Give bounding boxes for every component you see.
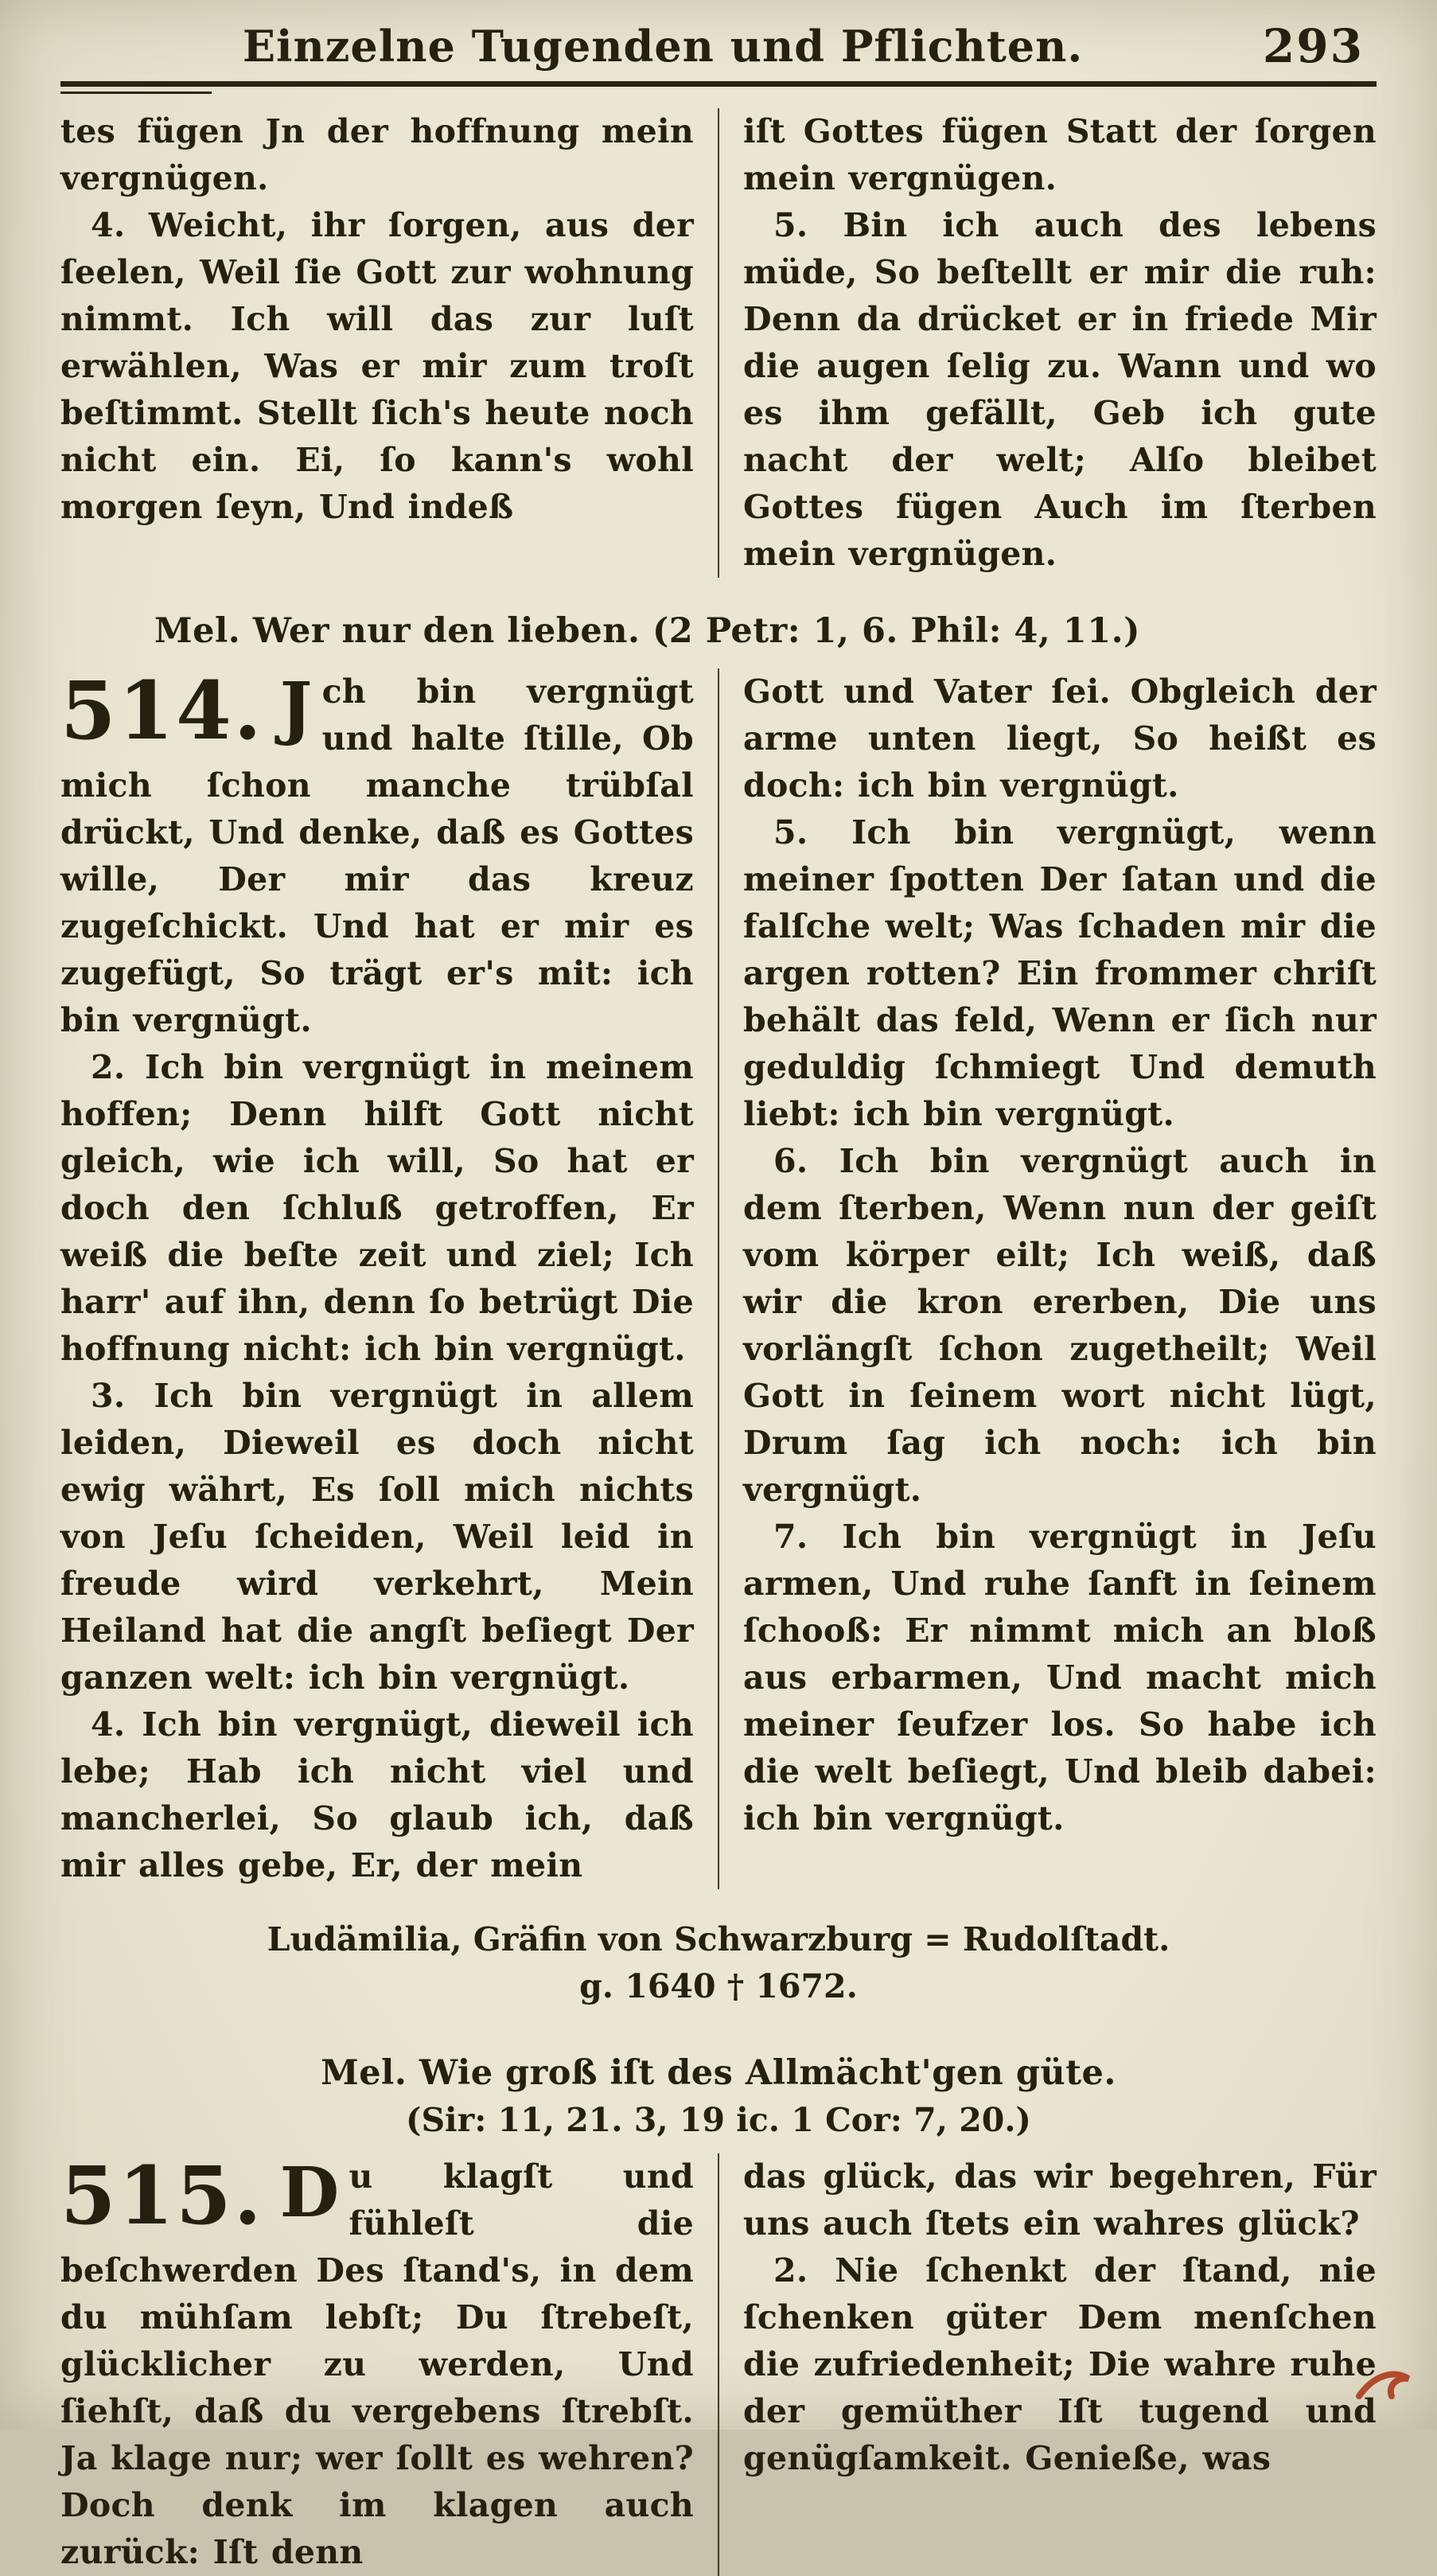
verse-4-continuation-text: Gott und Vater ſei. Obgleich der arme unten liegt, So heißt es doch: ich bin vergnügt. — [743, 672, 1377, 805]
column-divider — [718, 668, 719, 1889]
verse-1-text: ch bin vergnügt und halte ſtille, Ob mich ſchon manche trübſal drückt, Und denke, daß es Gottes wille, Der mir das kreuz zugeſchickt. Und hat er mir es zugefügt, So trägt er's mit: ich bin vergnügt. — [60, 672, 694, 1039]
page-number: 293 — [1262, 19, 1364, 73]
header-rule-secondary — [60, 92, 212, 94]
verse-3-text: 3. Ich bin vergnügt in allem leiden, Dieweil es doch nicht ewig währt, Es ſoll mich nichts von Jeſu ſcheiden, Weil leid in freude wird verkehrt, Mein Heiland hat die angſt beſiegt Der ganzen welt: ich bin vergnügt. — [60, 1377, 694, 1697]
hymn-515-opening — [60, 2149, 694, 2576]
verse-2-text: 2. Nie ſchenkt der ſtand, nie ſchenken güter Dem menſchen die zufriedenheit; Die wahre ruhe der gemüther Iſt tugend und genügſamkeit. Genieße, was — [743, 2251, 1377, 2477]
hymn-515-section — [60, 2149, 1377, 2576]
column-divider — [718, 108, 719, 578]
hymn-513-continuation-section — [60, 108, 1377, 578]
verse-5-text: 5. Ich bin vergnügt, wenn meiner ſpotten Der ſatan und die falſche welt; Was ſchaden mir die argen rotten? Ein frommer chriſt behält das feld, Wenn er ſich nur geduldig ſchmiegt Und demuth liebt: ich bin vergnügt. — [743, 813, 1377, 1133]
verse-1-text: u klagſt und fühleſt die beſchwerden Des ſtand's, in dem du mühſam lebſt; Du ſtrebeſt, glücklicher zu werden, Und ſiehſt, daß du vergebens ſtrebſt. Ja klage nur; wer ſollt es wehren? Doch denk im klagen auch zurück: Iſt denn — [60, 2157, 694, 2571]
right-column — [743, 668, 1377, 1889]
attribution-author: Ludämilia, Gräfin von Schwarzburg = Rudolſtadt. — [267, 1920, 1170, 1958]
hymn-number-514: 514. — [60, 664, 264, 758]
scripture-reference-515: (Sir: 11, 21. 3, 19 ic. 1 Cor: 7, 20.) — [406, 2101, 1031, 2139]
dropcap-514: J — [279, 668, 313, 748]
left-column — [60, 2149, 694, 2576]
verse-5-text: 5. Bin ich auch des lebens müde, So beſtellt er mir die ruh: Denn da drücket er in friede Mir die augen ſelig zu. Wann und wo es ihm gefällt, Geb ich gute nacht der welt; Alſo bleibet Gottes fügen Auch im ſterben mein vergnügen. — [743, 206, 1377, 573]
right-column — [743, 2153, 1377, 2576]
attribution — [60, 1916, 1377, 2010]
verse-1-continuation-text: das glück, das wir begehren, Für uns auch ſtets ein wahres glück? — [743, 2157, 1377, 2243]
hymn-514-opening — [60, 664, 694, 1044]
verse-2-text: 2. Ich bin vergnügt in meinem hoffen; Denn hilft Gott nicht gleich, wie ich will, So hat er doch den ſchluß getroffen, Er weiß die beſte zeit und ziel; Ich harr' auf ihn, denn ſo betrügt Die hoffnung nicht: ich bin vergnügt. — [60, 1048, 694, 1368]
verse-6-text: 6. Ich bin vergnügt auch in dem ſterben, Wenn nun der geiſt vom körper eilt; Ich weiß, daß wir die kron ererben, Die uns vorlängſt ſchon zugetheilt; Weil Gott in ſeinem wort nicht lügt, Drum ſag ich noch: ich bin vergnügt. — [743, 1142, 1377, 1509]
attribution-dates: g. 1640 † 1672. — [579, 1967, 858, 2005]
verse-continuation-text: tes fügen Jn der hoffnung mein vergnügen. — [60, 112, 694, 197]
verse-7-text: 7. Ich bin vergnügt in Jeſu armen, Und ruhe ſanft in ſeinem ſchooß: Er nimmt mich an bloß aus erbarmen, Und macht mich meiner ſeufzer los. So habe ich die welt beſiegt, Und bleib dabei: ich bin vergnügt. — [743, 1518, 1377, 1837]
running-title: Einzelne Tugenden und Pflichten. — [242, 21, 1084, 72]
left-column — [60, 108, 694, 578]
melody-line-515: Mel. Wie groß iſt des Allmächt'gen güte. — [321, 2053, 1116, 2093]
left-column — [60, 664, 694, 1889]
header-rule — [60, 81, 1377, 87]
page-header — [60, 21, 1377, 72]
melody-line-514: Mel. Wer nur den lieben. (2 Petr: 1, 6. Phil: 4, 11.) — [154, 611, 1140, 651]
verse-continuation-text: iſt Gottes fügen Statt der ſorgen mein vergnügen. — [743, 112, 1377, 197]
dropcap-515: D — [279, 2153, 340, 2233]
hymn-514-section — [60, 664, 1377, 1889]
hymn-number-515: 515. — [60, 2149, 264, 2243]
column-divider — [718, 2153, 719, 2576]
pen-mark — [1354, 2361, 1416, 2412]
verse-4-text: 4. Weicht, ihr ſorgen, aus der ſeelen, Weil ſie Gott zur wohnung nimmt. Ich will das zur luſt erwählen, Was er mir zum troſt beſtimmt. Stellt ſich's heute noch nicht ein. Ei, ſo kann's wohl morgen ſeyn, Und indeß — [60, 206, 694, 526]
verse-4-text: 4. Ich bin vergnügt, dieweil ich lebe; Hab ich nicht viel und mancherlei, So glaub ich, daß mir alles gebe, Er, der mein — [60, 1705, 694, 1884]
right-column — [743, 108, 1377, 578]
